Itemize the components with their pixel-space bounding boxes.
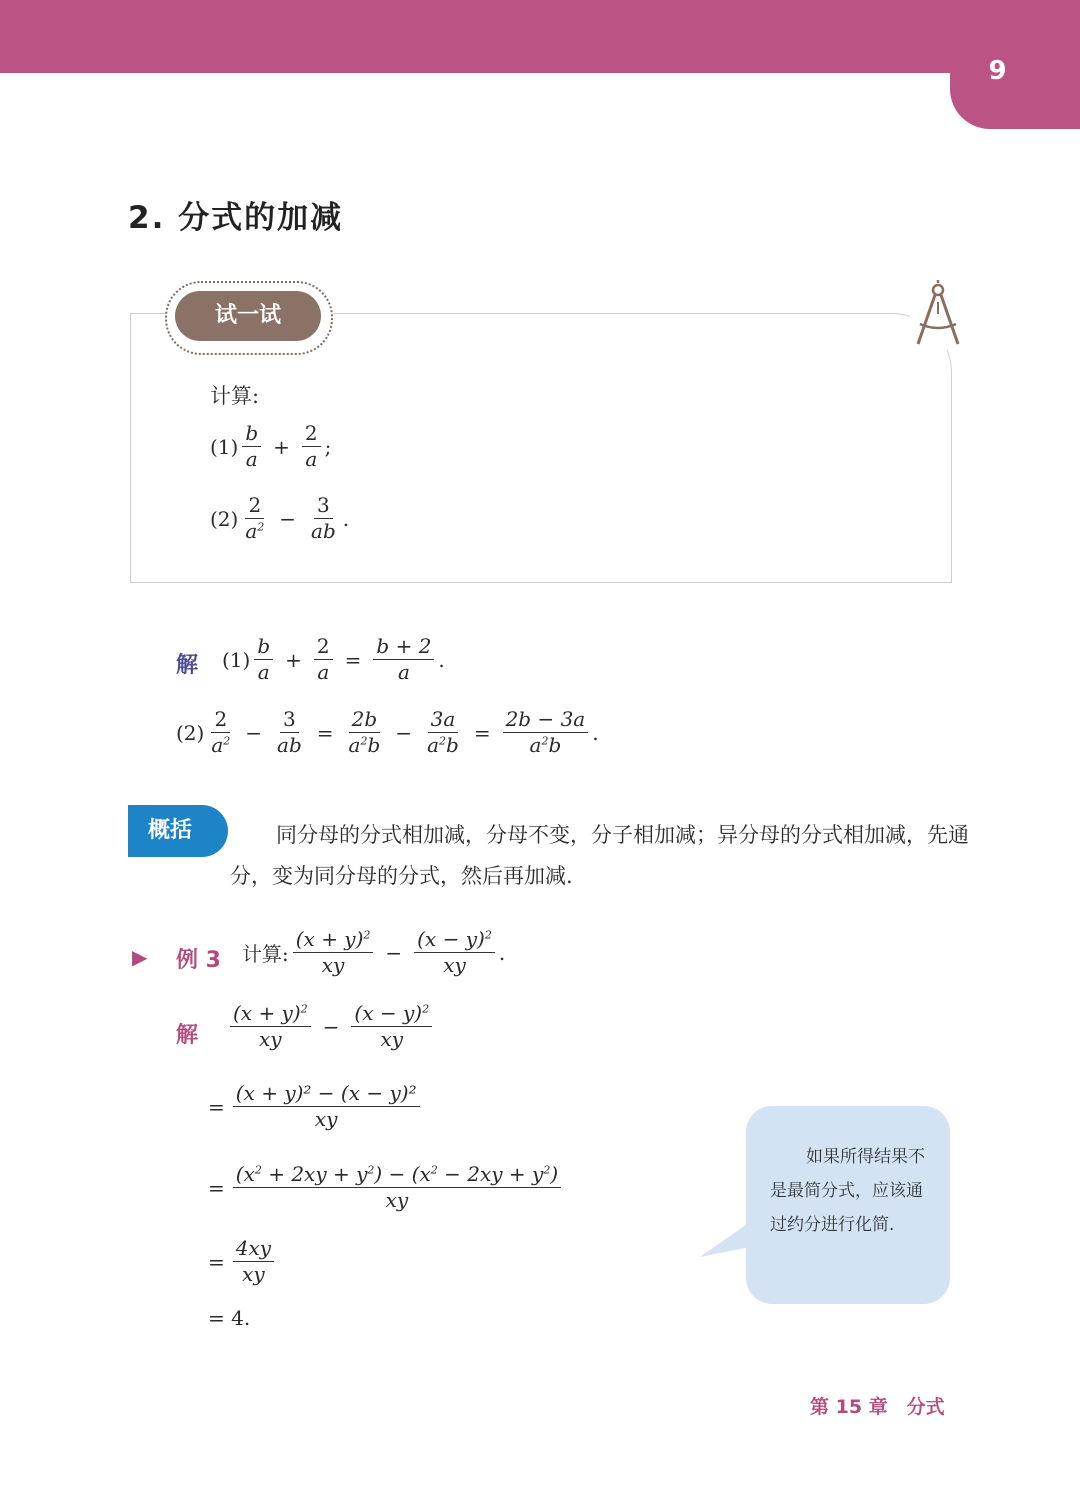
punct: ;	[324, 434, 332, 459]
fraction: $\frac{(x - y)^2}{xy}$	[351, 1002, 432, 1051]
example-problem	[242, 928, 505, 977]
example-step-4	[208, 1237, 278, 1286]
fraction	[308, 494, 339, 543]
fraction	[242, 494, 267, 543]
item-label: (2)	[176, 720, 205, 745]
equals: =	[473, 720, 491, 745]
numerator: 3	[314, 494, 333, 519]
numerator: b	[242, 422, 261, 447]
try-it-badge: 试一试	[175, 291, 321, 341]
fraction: $\frac{3}{ab}$	[277, 707, 302, 757]
denominator: a	[305, 447, 318, 471]
example-step-2	[208, 1082, 424, 1131]
numerator: 2	[302, 422, 321, 447]
item-label: (2)	[210, 506, 239, 531]
summary-text: 同分母的分式相加减，分母不变，分子相加减；异分母的分式相加减，先通分，变为同分母的分式，然后再加减.	[230, 823, 969, 888]
fraction: $\frac{\text{(x + y)² − (x − y)²}}{xy}$	[233, 1082, 420, 1131]
example-solution-label: 解	[176, 1023, 199, 1048]
try-it-prompt: 计算:	[210, 384, 260, 408]
example-prompt: 计算:	[242, 942, 289, 966]
example-step-1	[226, 1002, 436, 1051]
operator: −	[279, 506, 297, 531]
fraction: $\frac{2b}{a^2b}$	[348, 707, 381, 757]
fraction: $\frac{b}{a}$	[254, 635, 273, 684]
section-title: 2. 分式的加减	[128, 200, 344, 236]
fraction: $\frac{2}{a}$	[314, 635, 333, 684]
equals: =	[316, 720, 334, 745]
operator: −	[322, 1014, 340, 1039]
fraction: $\frac{(x^2 + 2xy + y^2) - (x^2 - 2xy + y^2)}{xy}$	[233, 1163, 561, 1212]
example-result: = 4.	[208, 1306, 251, 1330]
operator: +	[273, 434, 290, 459]
denominator: ab	[311, 519, 336, 543]
punct: .	[592, 720, 599, 745]
fraction: $\frac{2}{a^2}$	[211, 707, 231, 757]
fraction: $\frac{3a}{a^2b}$	[427, 707, 459, 757]
fraction: $\frac{4xy}{xy}$	[233, 1237, 274, 1286]
header-band	[0, 0, 1080, 73]
fraction	[302, 422, 321, 471]
equals: =	[344, 647, 362, 672]
summary-badge: 概括	[128, 805, 228, 857]
denominator: a	[245, 447, 258, 471]
operator: −	[245, 720, 263, 745]
numerator: 2	[245, 494, 264, 519]
fraction: $\frac{b + 2}{a}$	[373, 635, 434, 684]
fraction	[242, 422, 261, 471]
try-it-item-1	[210, 422, 331, 471]
item-label: (1)	[210, 434, 239, 459]
tip-text: 如果所得结果不是最简分式，应该通过约分进行化简.	[770, 1147, 925, 1235]
compass-icon	[910, 280, 966, 350]
item-label: (1)	[222, 647, 251, 672]
try-it-item-2	[210, 494, 349, 543]
solution-label: 解	[176, 653, 199, 678]
punct: .	[342, 506, 350, 531]
page-number: 9	[988, 56, 1007, 86]
fraction: $\frac{(x + y)^2}{xy}$	[230, 1002, 311, 1051]
example-label: 例 3	[176, 948, 221, 973]
operator: −	[385, 940, 403, 965]
solution-line-1	[222, 635, 445, 684]
punct: .	[498, 940, 506, 965]
play-arrow-icon: ▶	[132, 945, 148, 969]
fraction: $\frac{(x + y)^2}{xy}$	[293, 928, 374, 977]
solution-line-2	[176, 708, 599, 757]
chapter-footer: 第 15 章 分式	[810, 1396, 945, 1418]
fraction: $\frac{2b - 3a}{a^2b}$	[503, 708, 589, 757]
operator: +	[285, 647, 302, 672]
equals: =	[208, 1175, 225, 1200]
example-step-3	[208, 1163, 565, 1212]
equals: =	[208, 1094, 225, 1119]
denominator: $a^2$	[245, 519, 265, 543]
operator: −	[395, 720, 413, 745]
equals: =	[208, 1249, 225, 1274]
punct: .	[438, 647, 445, 672]
fraction: $\frac{(x - y)^2}{xy}$	[414, 928, 495, 977]
